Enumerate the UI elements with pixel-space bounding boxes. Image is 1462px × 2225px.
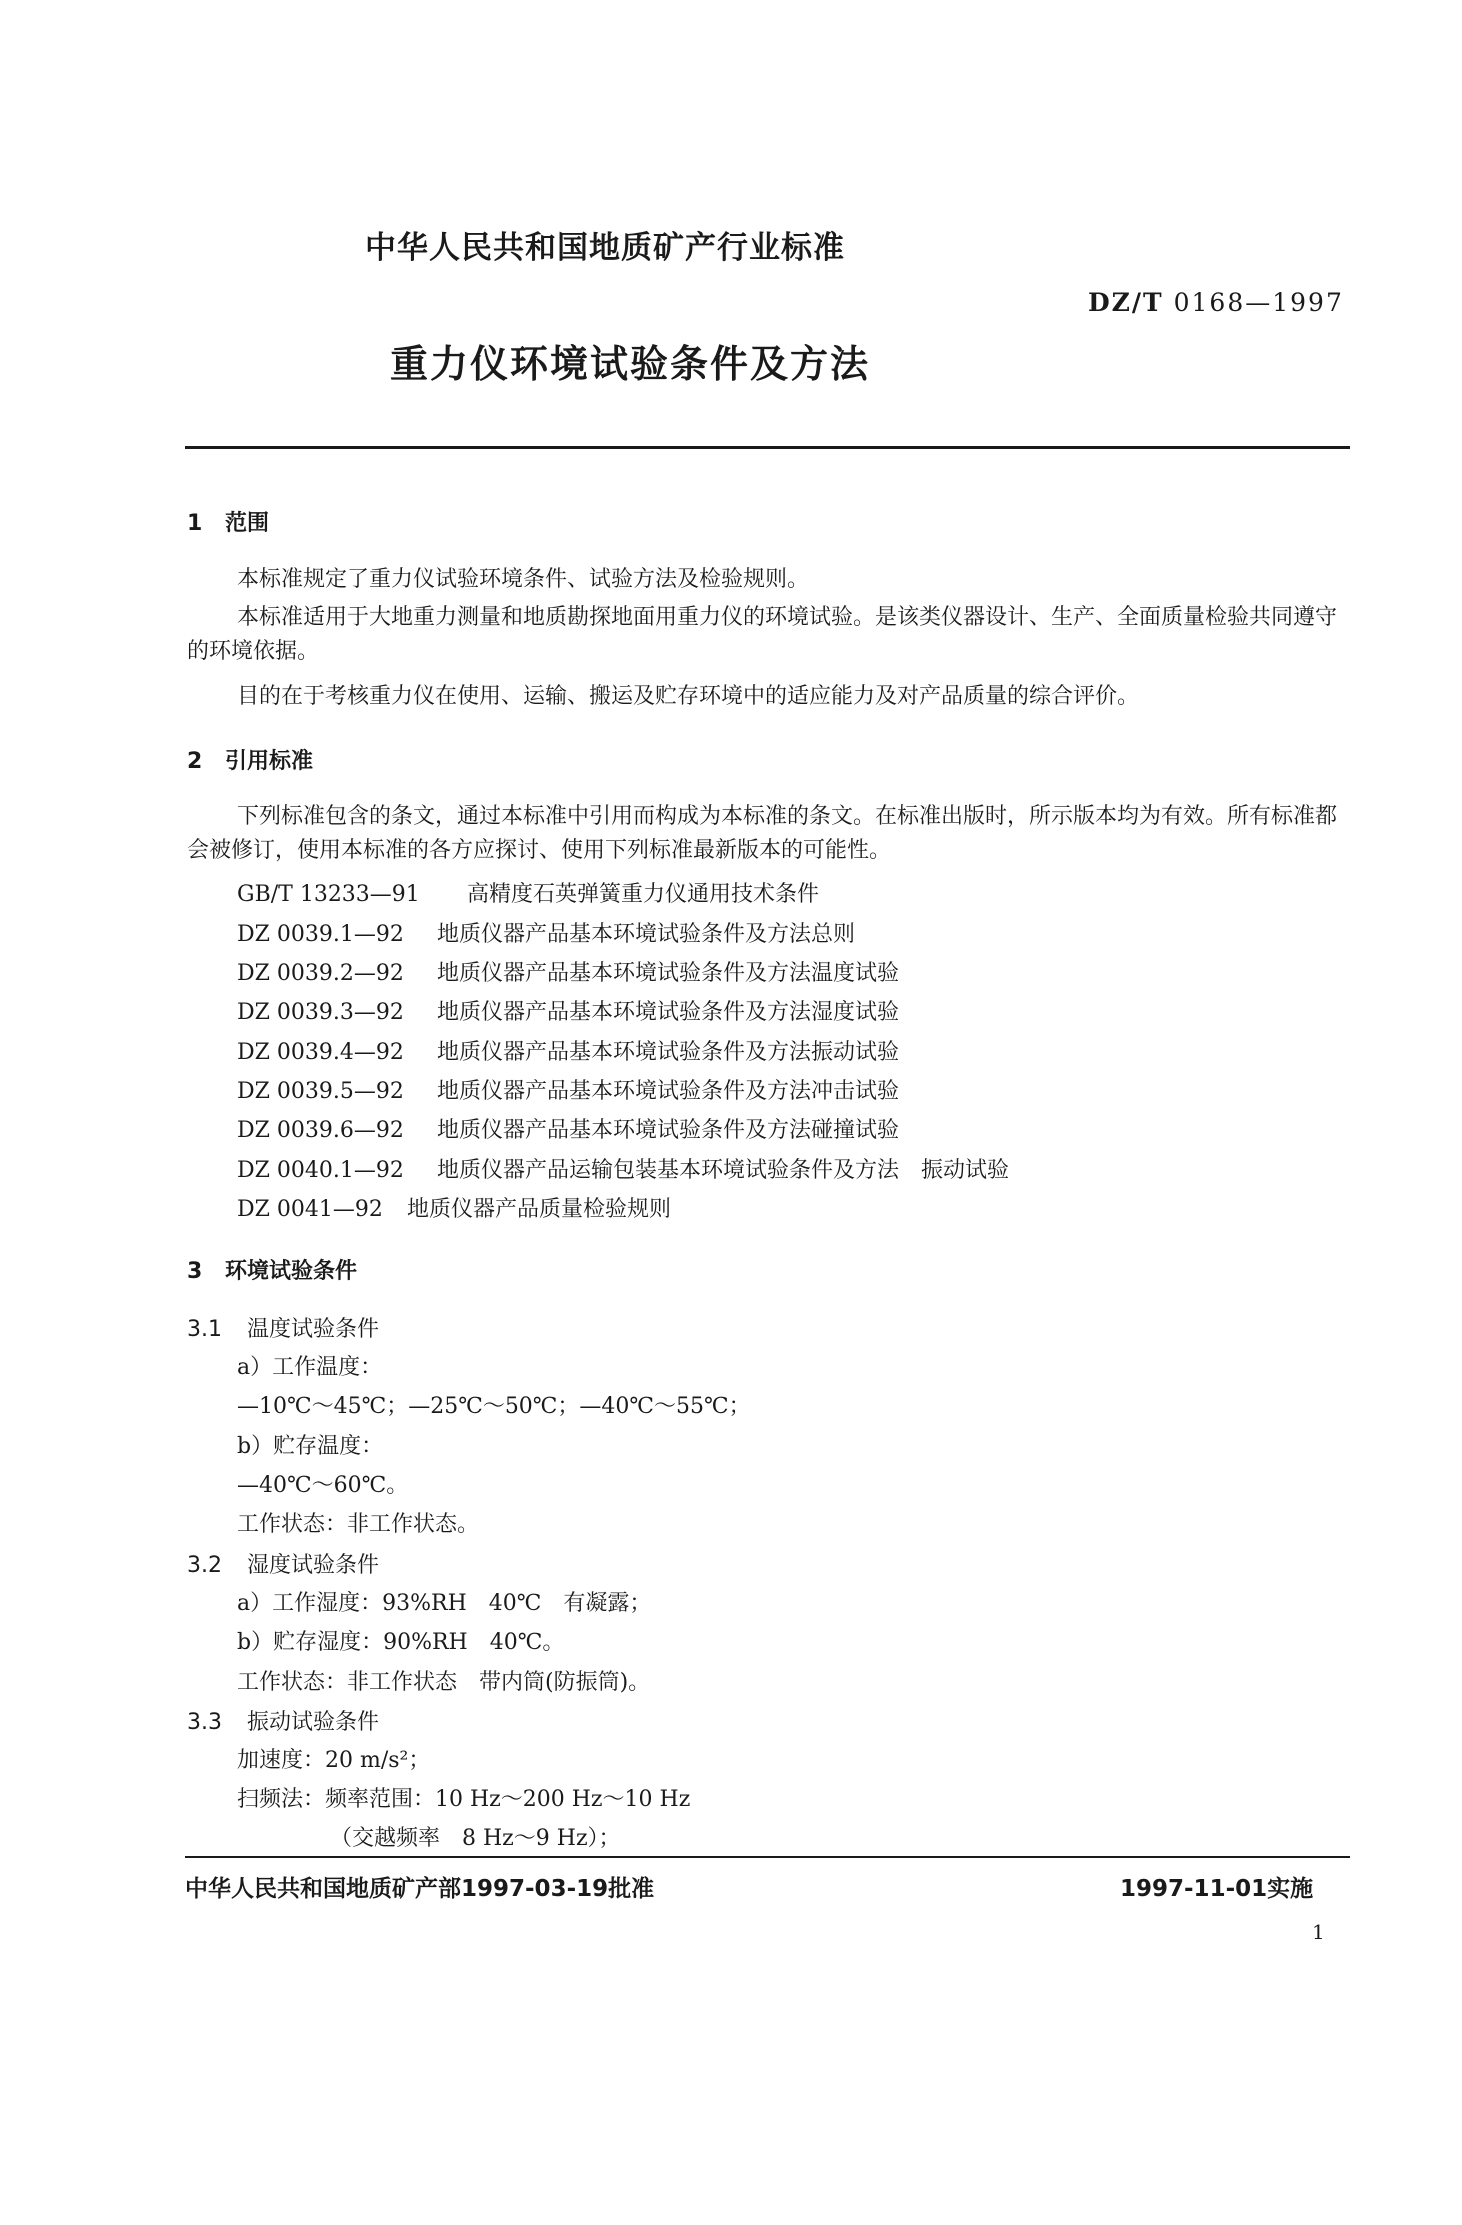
condition-line: 工作状态：非工作状态。 — [237, 1512, 480, 1537]
standard-code-number: 0168—1997 — [1173, 288, 1344, 317]
reference-item — [237, 1193, 671, 1227]
reference-item — [237, 996, 899, 1030]
section-title: 范围 — [225, 511, 270, 536]
header-rule — [185, 446, 1350, 449]
section-number: 1 — [187, 511, 203, 536]
org-title: 中华人民共和国地质矿产行业标准 — [365, 230, 845, 266]
reference-title: 地质仪器产品运输包装基本环境试验条件及方法 振动试验 — [437, 1158, 1010, 1183]
approval-note: 中华人民共和国地质矿产部1997-03-19批准 — [185, 1876, 655, 1902]
section-number: 3 — [187, 1259, 203, 1284]
reference-item — [237, 918, 855, 952]
reference-title: 高精度石英弹簧重力仪通用技术条件 — [467, 882, 820, 907]
paragraph: 目的在于考核重力仪在使用、运输、搬运及贮存环境中的适应能力及对产品质量的综合评价。 — [237, 684, 1140, 709]
subsection-3-2-heading — [187, 1548, 379, 1579]
reference-item — [237, 1075, 899, 1109]
reference-item — [237, 1154, 1009, 1188]
reference-code: DZ 0039.4—92 — [237, 1040, 404, 1065]
section-title: 环境试验条件 — [225, 1259, 358, 1284]
reference-title: 地质仪器产品基本环境试验条件及方法湿度试验 — [437, 1000, 900, 1025]
condition-line: —40℃～60℃。 — [237, 1473, 409, 1498]
subsection-number: 3.2 — [187, 1553, 222, 1578]
reference-item — [237, 1036, 899, 1070]
subsection-3-1-heading — [187, 1312, 379, 1343]
subsection-number: 3.1 — [187, 1317, 222, 1342]
standard-code — [1088, 288, 1344, 317]
document-title: 重力仪环境试验条件及方法 — [390, 342, 871, 386]
reference-code: DZ 0039.3—92 — [237, 1000, 404, 1025]
reference-item — [237, 957, 899, 991]
paragraph: 下列标准包含的条文，通过本标准中引用而构成为本标准的条文。在标准出版时，所示版本均为有效。所有标准都会被修订，使用本标准的各方应探讨、使用下列标准最新版本的可能性。 — [187, 804, 1338, 863]
reference-code: DZ 0039.6—92 — [237, 1118, 404, 1143]
subsection-title: 振动试验条件 — [247, 1710, 380, 1735]
paragraph: 本标准适用于大地重力测量和地质勘探地面用重力仪的环境试验。是该类仪器设计、生产、全面质量检验共同遵守的环境依据。 — [187, 605, 1338, 664]
section-3-heading — [187, 1254, 357, 1285]
section-2-heading — [187, 744, 313, 775]
reference-title: 地质仪器产品质量检验规则 — [407, 1197, 672, 1222]
reference-code: GB/T 13233—91 — [237, 882, 420, 907]
reference-code: DZ 0040.1—92 — [237, 1158, 404, 1183]
subsection-3-3-heading — [187, 1705, 379, 1736]
reference-item — [237, 1114, 899, 1148]
paragraph: 本标准规定了重力仪试验环境条件、试验方法及检验规则。 — [237, 567, 810, 592]
reference-item — [237, 878, 819, 912]
section-number: 2 — [187, 749, 203, 774]
condition-line: 加速度：20 m/s²； — [237, 1748, 431, 1773]
condition-line: b）贮存温度： — [237, 1434, 384, 1459]
reference-title: 地质仪器产品基本环境试验条件及方法总则 — [437, 922, 856, 947]
reference-code: DZ 0039.2—92 — [237, 961, 404, 986]
reference-code: DZ 0039.5—92 — [237, 1079, 404, 1104]
condition-line: 工作状态：非工作状态 带内筒(防振筒)。 — [237, 1670, 651, 1695]
reference-code: DZ 0041—92 — [237, 1197, 383, 1222]
subsection-number: 3.3 — [187, 1710, 222, 1735]
condition-line: a）工作温度： — [237, 1355, 383, 1380]
effective-date: 1997-11-01实施 — [1120, 1876, 1314, 1902]
section-1-heading — [187, 506, 269, 537]
reference-title: 地质仪器产品基本环境试验条件及方法振动试验 — [437, 1040, 900, 1065]
page-number: 1 — [1312, 1920, 1325, 1944]
reference-title: 地质仪器产品基本环境试验条件及方法碰撞试验 — [437, 1118, 900, 1143]
section-title: 引用标准 — [225, 749, 314, 774]
footer-rule — [185, 1856, 1350, 1858]
condition-line: （交越频率 8 Hz～9 Hz）； — [330, 1826, 621, 1851]
reference-code: DZ 0039.1—92 — [237, 922, 404, 947]
condition-line: 扫频法：频率范围：10 Hz～200 Hz～10 Hz — [237, 1787, 691, 1812]
condition-line: a）工作湿度：93%RH 40℃ 有凝露； — [237, 1591, 652, 1616]
subsection-title: 温度试验条件 — [247, 1317, 380, 1342]
condition-line: b）贮存湿度：90%RH 40℃。 — [237, 1630, 565, 1655]
subsection-title: 湿度试验条件 — [247, 1553, 380, 1578]
standard-code-prefix: DZ/T — [1088, 288, 1164, 317]
reference-title: 地质仪器产品基本环境试验条件及方法温度试验 — [437, 961, 900, 986]
condition-line: —10℃～45℃；—25℃～50℃；—40℃～55℃； — [237, 1394, 751, 1419]
reference-title: 地质仪器产品基本环境试验条件及方法冲击试验 — [437, 1079, 900, 1104]
